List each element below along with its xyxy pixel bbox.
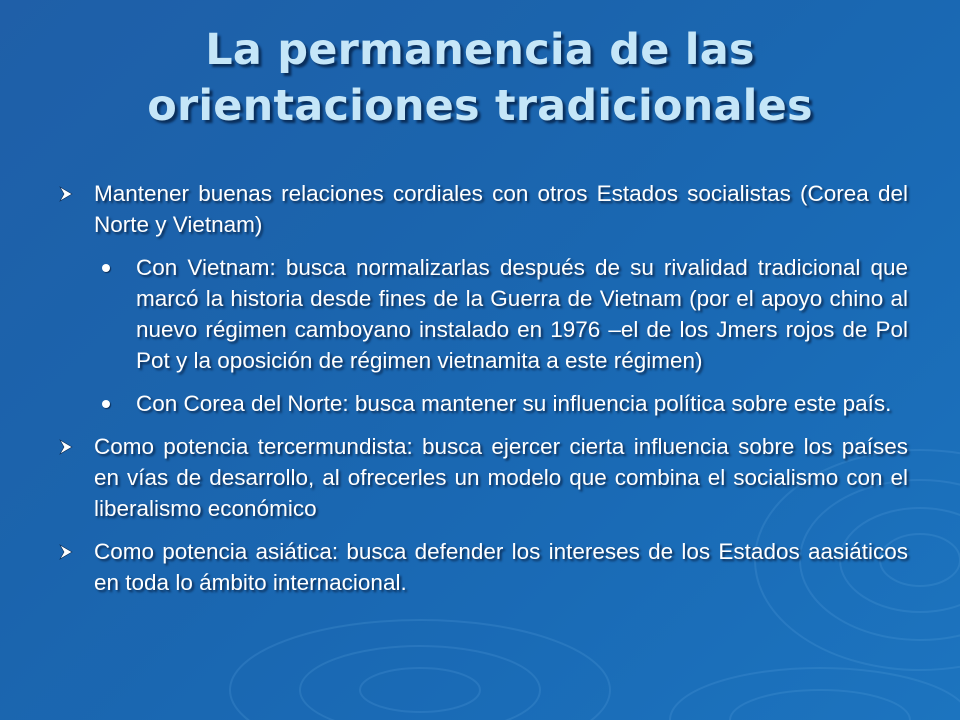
bullet-text: Mantener buenas relaciones cordiales con otros Estados socialistas (Corea del Norte y Vietnam) xyxy=(94,181,908,237)
sub-bullet-text: Con Vietnam: busca normalizarlas después de su rivalidad tradicional que marcó la historia desde fines de la Guerra de Vietnam (por el apoyo chino al nuevo régimen camboyano instalado en 1976 –el de los Jmers rojos de Pol Pot y la oposición de régimen vietnamita a este régimen) xyxy=(136,255,908,373)
arrow-bullet-icon xyxy=(58,186,74,202)
bullet-text: Como potencia asiática: busca defender los intereses de los Estados aasiáticos en toda lo ámbito internacional. xyxy=(94,539,908,595)
slide-title: La permanencia de las orientaciones tradicionales xyxy=(147,25,813,131)
dot-bullet-icon xyxy=(102,400,110,408)
bullet-item xyxy=(58,536,908,598)
sub-bullet-item xyxy=(102,252,908,376)
bullet-text: Como potencia tercermundista: busca ejercer cierta influencia sobre los países en vías de desarrollo, al ofrecerles un modelo que combina el socialismo con el liberalismo económico xyxy=(94,434,908,521)
bullet-item xyxy=(58,178,908,240)
arrow-bullet-icon xyxy=(58,439,74,455)
sub-bullet-item xyxy=(102,388,908,419)
slide-content xyxy=(58,178,908,610)
bullet-item xyxy=(58,431,908,524)
sub-bullet-text: Con Corea del Norte: busca mantener su influencia política sobre este país. xyxy=(136,391,892,416)
dot-bullet-icon xyxy=(102,264,110,272)
arrow-bullet-icon xyxy=(58,544,74,560)
